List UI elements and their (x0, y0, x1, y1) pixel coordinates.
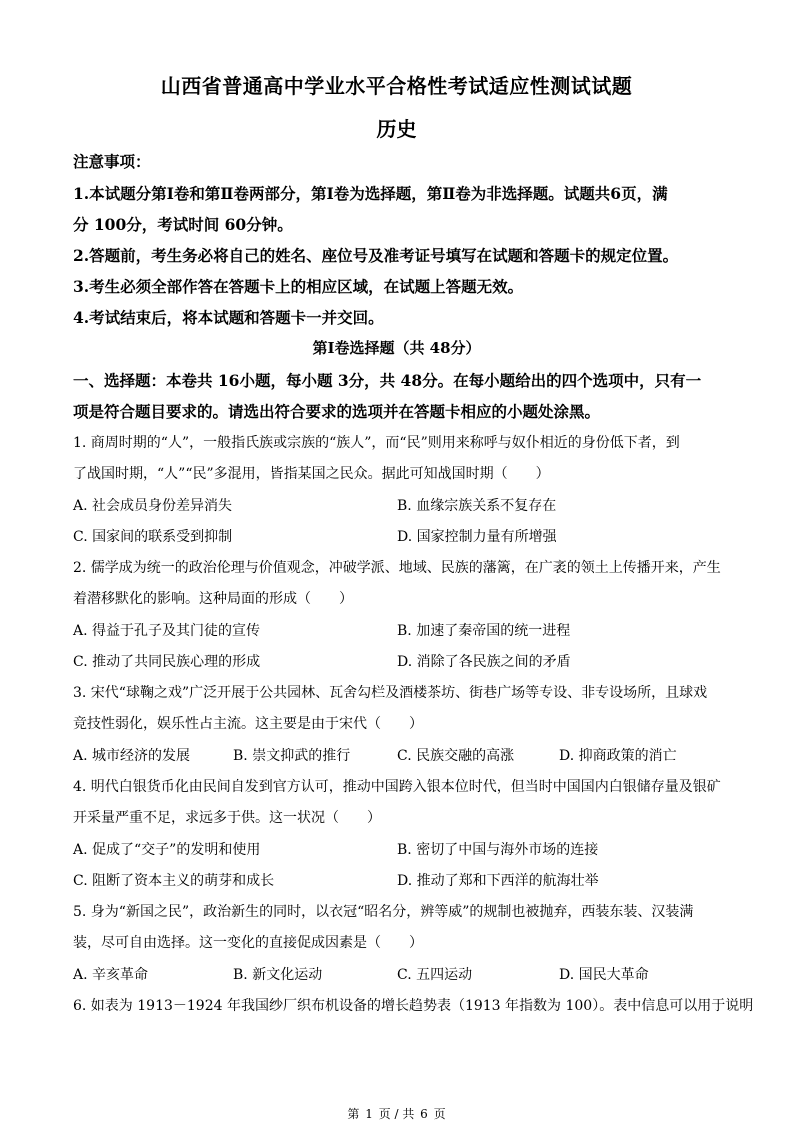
question-2-option-c: C. 推动了共同民族心理的形成 (73, 654, 261, 670)
question-4-option-c: C. 阻断了资本主义的萌芽和成长 (73, 873, 275, 889)
question-4-text: 开采量严重不足，求远多于供。这一状况（ ） (73, 810, 381, 826)
question-2-text: 2. 儒学成为统一的政治伦理与价值观念，冲破学派、地域、民族的藩篱，在广袤的领土上传播开来，产生 (73, 560, 721, 576)
question-5-option-d: D. 国民大革命 (559, 967, 649, 983)
question-3-option-b: B. 崇文抑武的推行 (233, 748, 351, 764)
notice-line: 4.考试结束后，将本试题和答题卡一并交回。 (73, 308, 384, 327)
question-3-text: 3. 宋代“球鞠之戏”广泛开展于公共园林、瓦舍勾栏及酒楼茶坊、街巷广场等专设、非专设场所，且球戏 (73, 685, 708, 701)
notice-line: 1.本试题分第Ⅰ卷和第Ⅱ卷两部分，第Ⅰ卷为选择题，第Ⅱ卷为非选择题。试题共6页，满 (73, 184, 668, 203)
question-2-option-a: A. 得益于孔子及其门徒的宣传 (73, 623, 261, 639)
question-3-text: 竞技性弱化，娱乐性占主流。这主要是由于宋代（ ） (73, 716, 423, 732)
question-3-option-d: D. 抑商政策的消亡 (559, 748, 677, 764)
notice-line: 分 100分，考试时间 60分钟。 (73, 215, 293, 234)
question-1-option-c: C. 国家间的联系受到抑制 (73, 529, 233, 545)
question-4-option-a: A. 促成了“交子”的发明和使用 (73, 842, 261, 858)
footer-page-number: 1 (365, 1107, 373, 1121)
question-1-option-d: D. 国家控制力量有所增强 (397, 529, 557, 545)
subject-title: 历史 (376, 117, 417, 141)
question-5-text: 装，尽可自由选择。这一变化的直接促成因素是（ ） (73, 935, 423, 951)
question-4-text: 4. 明代白银货币化由民间自发到官方认可，推动中国跨入银本位时代，但当时中国国内白银储存量及银矿 (73, 779, 721, 795)
section-intro: 项是符合题目要求的。请选出符合要求的选项并在答题卡相应的小题处涂黑。 (73, 402, 601, 421)
question-1-option-a: A. 社会成员身份差异消失 (73, 498, 233, 514)
question-3-option-a: A. 城市经济的发展 (73, 748, 191, 764)
footer-end: 页 (433, 1107, 446, 1121)
exam-title: 山西省普通高中学业水平合格性考试适应性测试试题 (160, 74, 633, 98)
question-2-option-b: B. 加速了秦帝国的统一进程 (397, 623, 571, 639)
question-4-option-b: B. 密切了中国与海外市场的连接 (397, 842, 599, 858)
notice-heading: 注意事项： (73, 152, 151, 171)
question-1-option-b: B. 血缘宗族关系不复存在 (397, 498, 557, 514)
question-3-option-c: C. 民族交融的高涨 (397, 748, 515, 764)
notice-line: 3.考生必须全部作答在答题卡上的相应区域，在试题上答题无效。 (73, 277, 524, 296)
question-5-text: 5. 身为“新国之民”，政治新生的同时，以衣冠“昭名分，辨等威”的规制也被抛弃，西装东装、汉装满 (73, 904, 694, 920)
footer-label: 第 (347, 1107, 360, 1121)
page-footer (0, 1105, 793, 1122)
notice-line: 2.答题前，考生务必将自己的姓名、座位号及准考证号填写在试题和答题卡的规定位置。 (73, 246, 679, 265)
question-5-option-c: C. 五四运动 (397, 967, 473, 983)
footer-total-pages: 6 (420, 1107, 428, 1121)
question-1-text: 1. 商周时期的“人”，一般指氏族或宗族的“族人”，而“民”则用来称呼与奴仆相近的身份低下者，到 (73, 435, 680, 451)
question-4-option-d: D. 推动了郑和下西洋的航海壮举 (397, 873, 599, 889)
section-title: 第Ⅰ卷选择题（共 48分） (312, 339, 481, 357)
question-2-text: 着潜移默化的影响。这种局面的形成（ ） (73, 591, 353, 607)
question-2-option-d: D. 消除了各民族之间的矛盾 (397, 654, 571, 670)
question-1-text: 了战国时期，“人”“民”多混用，皆指某国之民众。据此可知战国时期（ ） (73, 466, 550, 482)
footer-separator: 页 / 共 (378, 1107, 415, 1121)
section-intro: 一、选择题：本卷共 16小题，每小题 3分，共 48分。在每小题给出的四个选项中，只有一 (73, 371, 702, 390)
question-5-option-a: A. 辛亥革命 (73, 967, 149, 983)
question-6-text: 6. 如表为 1913－1924 年我国纱厂织布机设备的增长趋势表（1913 年指数为 100）。表中信息可以用于说明 (73, 998, 754, 1014)
question-5-option-b: B. 新文化运动 (233, 967, 323, 983)
